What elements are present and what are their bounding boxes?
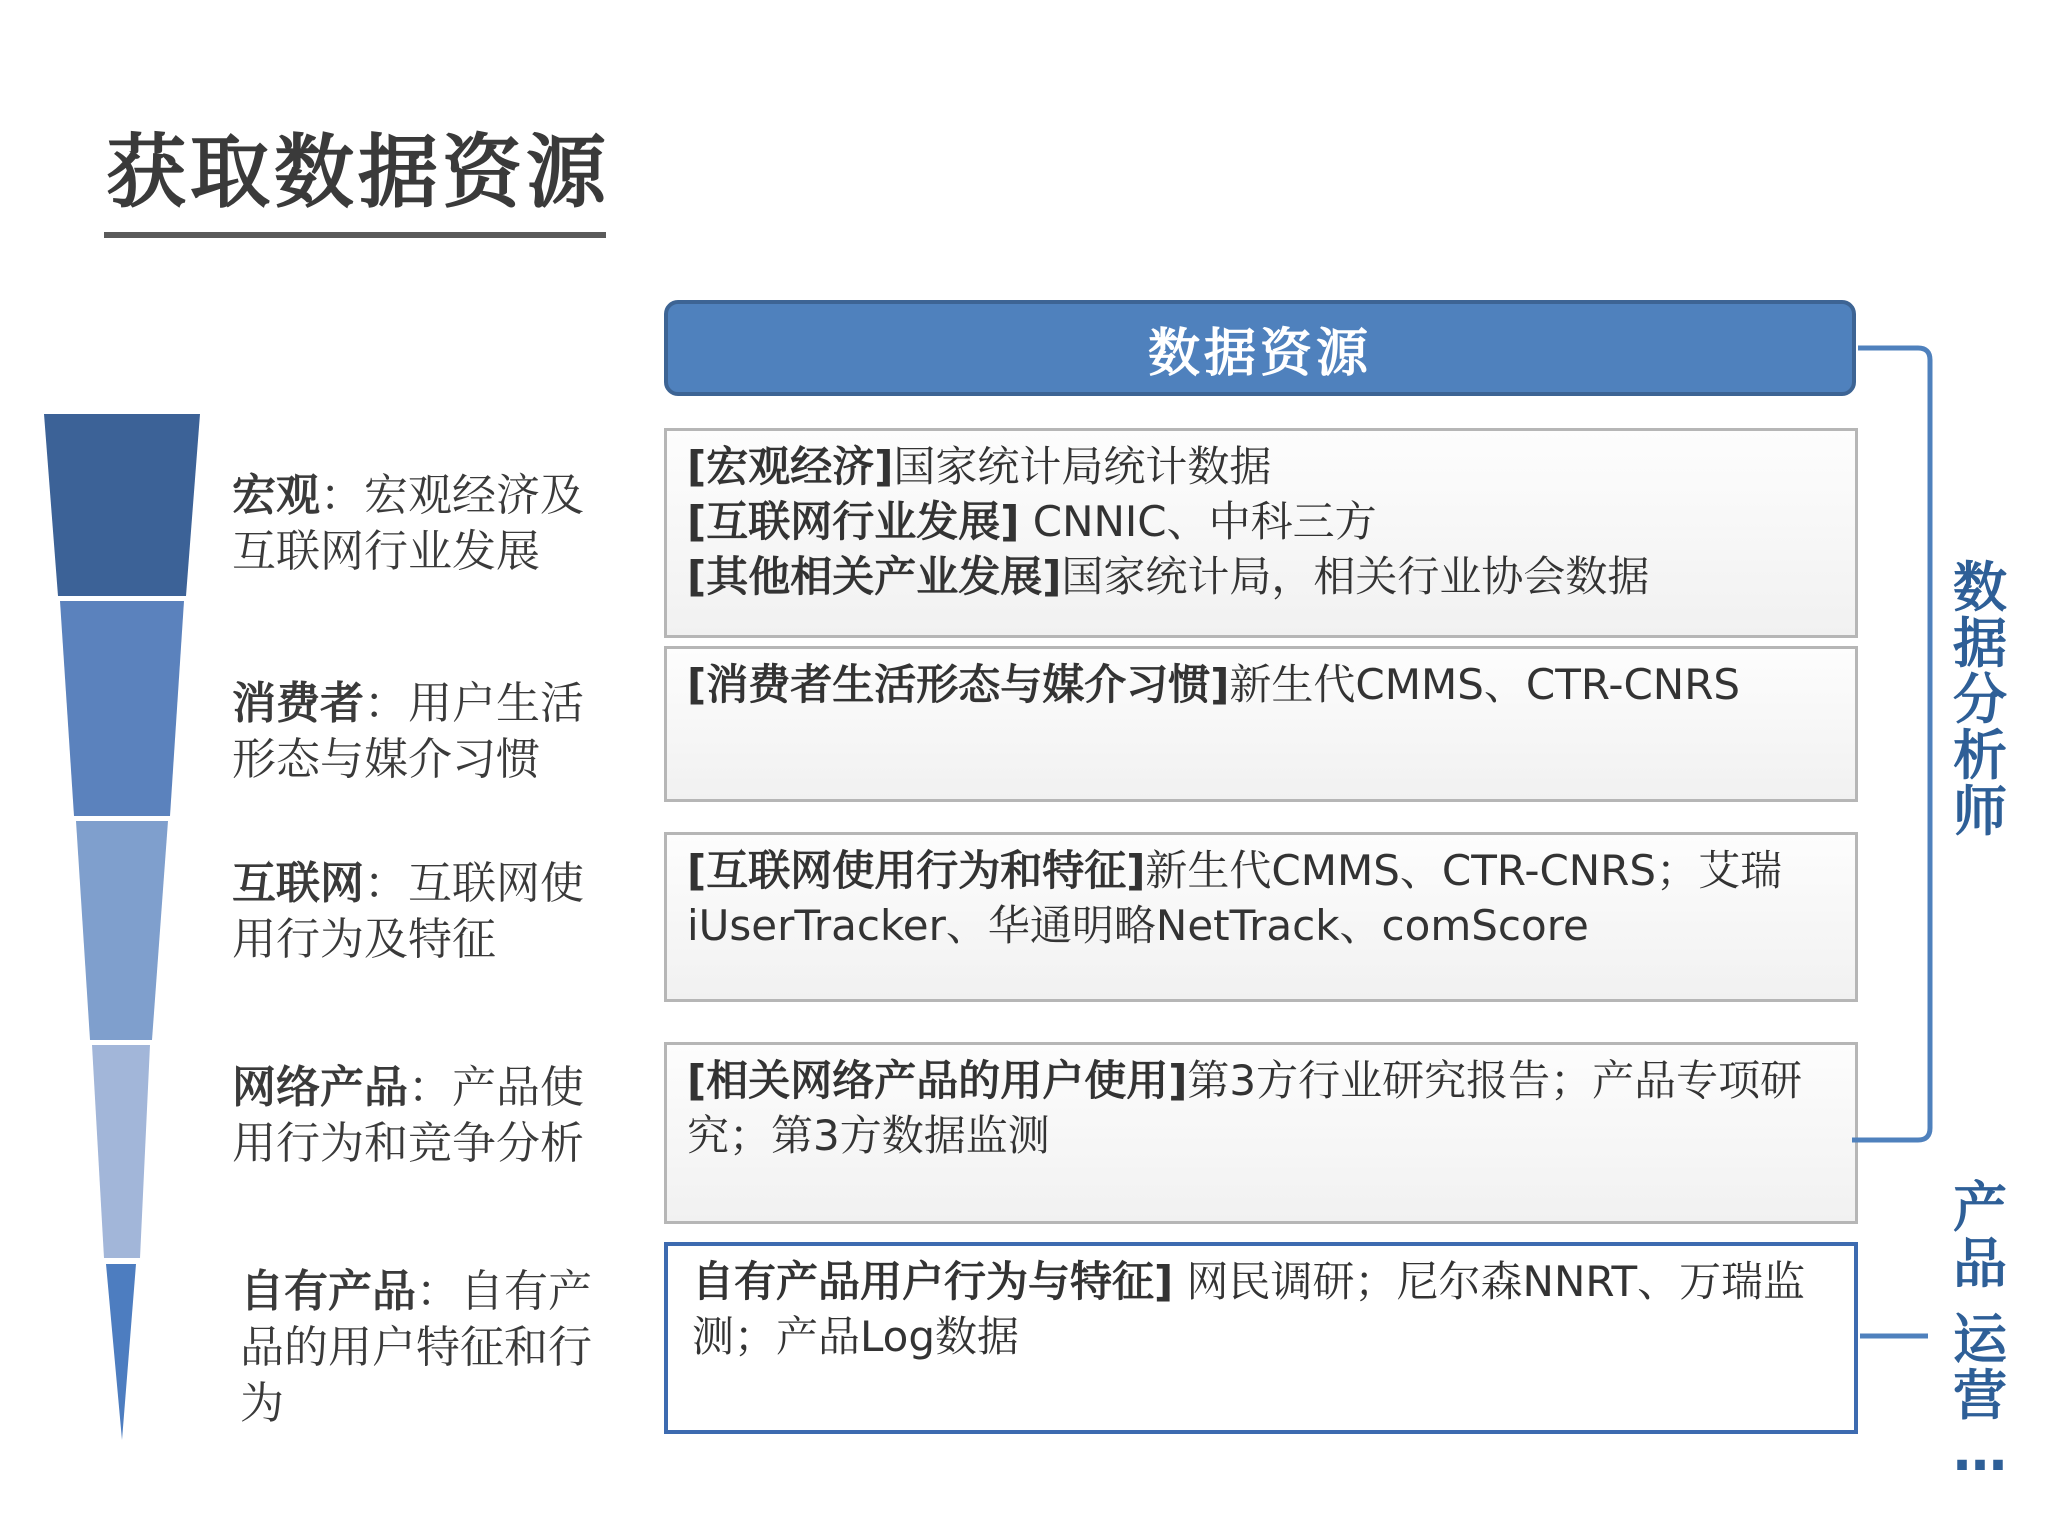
funnel-segment-network-product [92, 1045, 150, 1258]
data-resources-header [664, 300, 1856, 396]
role-char: 运 [1953, 1308, 2007, 1371]
level-desc: 宏观经济及互联网行业发展 [232, 470, 584, 577]
level-name: 宏观 [232, 470, 320, 521]
source-category: [消费者生活形态与媒介习惯] [687, 660, 1230, 709]
source-category: [其他相关产业发展] [687, 552, 1062, 601]
level-sep: ： [416, 1266, 460, 1317]
source-category: [互联网使用行为和特征] [687, 846, 1146, 895]
level-name: 互联网 [232, 858, 364, 909]
level-desc: 用户生活形态与媒介习惯 [232, 678, 584, 785]
source-box-network-product [664, 1042, 1858, 1224]
source-line [687, 494, 1835, 549]
source-line [687, 549, 1835, 604]
role-char: 品 [1953, 1232, 2007, 1295]
source-box-own-product [664, 1242, 1858, 1434]
source-category: [宏观经济] [687, 442, 894, 491]
level-label-macro [232, 468, 612, 580]
level-label-internet [232, 856, 612, 968]
header-label: 数据资源 [1147, 323, 1372, 384]
role-char: 产 [1953, 1176, 2007, 1239]
source-box-macro [664, 428, 1858, 638]
source-category: [互联网行业发展] [687, 497, 1020, 546]
level-desc: 自有产品的用户特征和行为 [240, 1266, 592, 1429]
funnel-segment-own-product [106, 1264, 136, 1440]
source-text: 新生代CMMS、CTR-CNRS [1229, 660, 1741, 709]
role-char: 分 [1953, 668, 2007, 731]
role-char: … [1953, 1420, 2007, 1483]
role-char: 据 [1953, 612, 2007, 675]
role-char: 营 [1953, 1364, 2007, 1427]
source-box-internet [664, 832, 1858, 1002]
source-text: 新生代CMMS、CTR-CNRS；艾瑞iUserTracker、华通明略NetTrack、comScore [687, 846, 1783, 950]
source-text: 第3方行业研究报告；产品专项研究；第3方数据监测 [687, 1056, 1803, 1160]
level-sep: ： [364, 678, 408, 729]
level-desc: 产品使用行为和竞争分析 [232, 1062, 584, 1169]
funnel-segment-consumer [60, 601, 184, 816]
source-line [687, 439, 1835, 494]
role-label-analyst [1950, 556, 2010, 843]
source-text: CNNIC、中科三方 [1019, 497, 1377, 546]
level-name: 网络产品 [232, 1062, 408, 1113]
level-sep: ： [408, 1062, 452, 1113]
funnel-segment-macro [44, 414, 200, 596]
source-text: 国家统计局统计数据 [893, 442, 1272, 491]
level-label-own-product [240, 1264, 620, 1432]
title-underline [104, 232, 606, 238]
level-label-consumer [232, 676, 612, 788]
source-line [687, 843, 1835, 953]
source-category: [相关网络产品的用户使用] [687, 1056, 1188, 1105]
source-line [692, 1254, 1834, 1364]
source-line [687, 1053, 1835, 1163]
analyst-bracket [1852, 348, 1930, 1140]
level-name: 消费者 [232, 678, 364, 729]
role-char: 析 [1953, 724, 2007, 787]
role-char: 师 [1953, 780, 2007, 843]
source-category: 自有产品用户行为与特征] [692, 1257, 1174, 1306]
role-char: 数 [1953, 556, 2007, 619]
funnel-segment-internet [76, 821, 168, 1040]
level-sep: ： [364, 858, 408, 909]
level-label-network-product [232, 1060, 612, 1172]
source-line [687, 657, 1835, 712]
source-box-consumer [664, 646, 1858, 802]
page-title: 获取数据资源 [106, 126, 610, 219]
role-label-ops [1950, 1176, 2010, 1483]
source-text: 网民调研；尼尔森NNRT、万瑞监测；产品Log数据 [692, 1257, 1806, 1361]
level-desc: 互联网使用行为及特征 [232, 858, 584, 965]
level-sep: ： [320, 470, 364, 521]
source-text: 国家统计局，相关行业协会数据 [1061, 552, 1650, 601]
level-name: 自有产品 [240, 1266, 416, 1317]
